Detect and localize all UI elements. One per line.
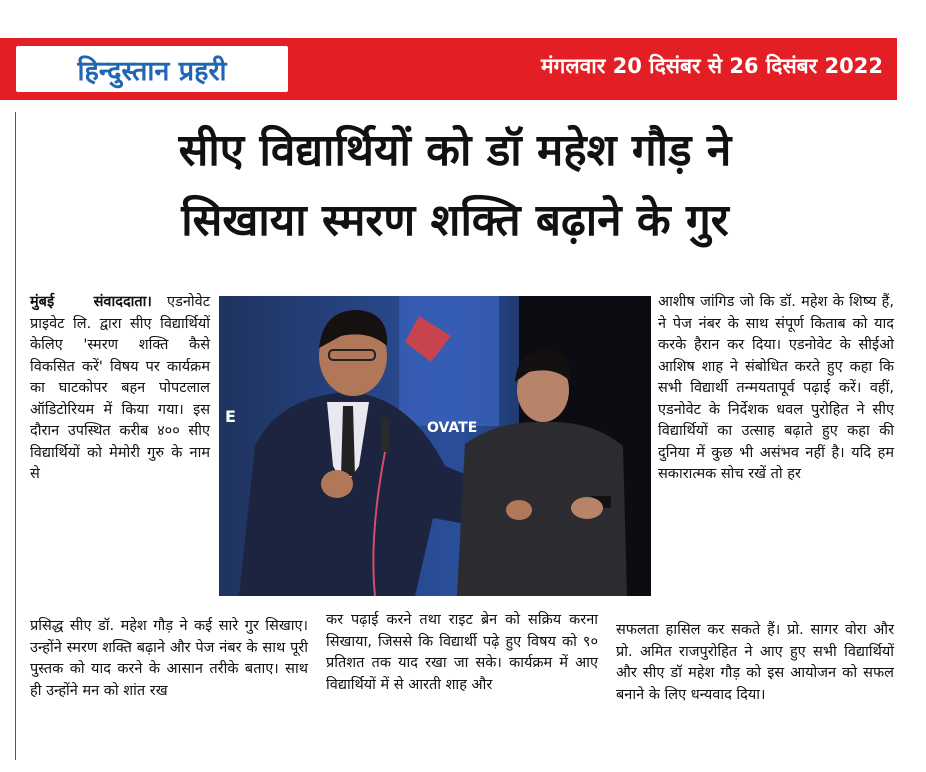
masthead-logo <box>16 46 288 92</box>
article-text-3b: सफलता हासिल कर सकते हैं। प्रो. सागर वोरा और प्रो. अमित राजपुरोहित ने आए हुए सभी विद्यार्थियों और सीए डॉ महेश गौड़ को इस आयोजन को सफल बनाने के लिए धन्यवाद दिया। <box>616 622 894 703</box>
backdrop-text-right: OVATE <box>427 420 478 436</box>
article-text-3: आशीष जांगिड जो कि डॉ. महेश के शिष्य हैं, ने पेज नंबर के साथ संपूर्ण किताब को याद करके हैरान कर दिया। एडनोवेट के सीईओ आशिष शाह ने संबोधित करते हुए कहा कि सभी विद्यार्थी तन्मयतापूर्व पढ़ाई करें। वहीं, एडनोवेट के निर्देशक धवल पुरोहित ने सीए विद्यार्थियों का उत्साह बढ़ाते हुए कहा की दुनिया में कुछ भी असंभव नहीं है। यदि हम सकारात्मक सोच रखें तो हर <box>658 294 894 482</box>
event-photo <box>219 296 651 596</box>
article-column-2 <box>326 610 598 696</box>
newspaper-name: हिन्दुस्तान प्रहरी <box>77 55 227 87</box>
article-text-1b: प्रसिद्ध सीए डॉ. महेश गौड़ ने कई सारे गुर सिखाए। उन्होंने स्मरण शक्ति बढ़ाने और पेज नंबर के साथ पूरी पुस्तक को याद करने के आसान तरीके बताए। साथ ही उन्होंने मन को शांत रख <box>30 618 308 699</box>
article-column-1-bottom <box>30 616 308 702</box>
headline-line-1: सीए विद्यार्थियों को डॉ महेश गौड़ ने <box>178 125 732 176</box>
backdrop-text-left: E <box>225 407 236 426</box>
headline-line-2: सिखाया स्मरण शक्ति बढ़ाने के गुर <box>181 195 729 246</box>
byline: मुंबई संवाददाता। <box>30 294 152 310</box>
column-rule <box>15 112 16 760</box>
issue-date: मंगलवार 20 दिसंबर से 26 दिसंबर 2022 <box>540 54 883 78</box>
masthead <box>0 38 897 100</box>
photo-illustration <box>219 296 651 596</box>
article-column-3 <box>658 292 894 486</box>
article-column-3-bottom <box>616 620 894 706</box>
article-column-1 <box>30 292 210 486</box>
article-text-2: कर पढ़ाई करने तथा राइट ब्रेन को सक्रिय करना सिखाया, जिससे कि विद्यार्थी पढ़े हुए विषय को ९० प्रतिशत तक याद रखा जा सके। कार्यक्रम में आए विद्यार्थियों में से आरती शाह और <box>326 612 598 693</box>
headline <box>20 116 890 256</box>
article-text-1: एडनोवेट प्राइवेट लि. द्वारा सीए विद्यार्थियों केलिए 'स्मरण शक्ति कैसे विकसित करें' विषय पर कार्यक्रम का घाटकोपर बहन पोपटलाल ऑडिटोरियम में किया गया। इस दौरान उपस्थित करीब ४०० सीए विद्यार्थियों को मेमोरी गुरु के नाम से <box>30 294 210 482</box>
